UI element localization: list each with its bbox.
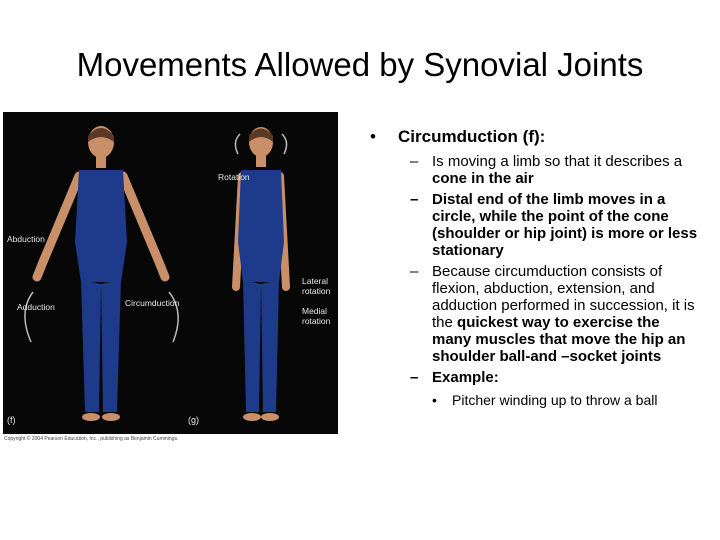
dash-marker: – xyxy=(410,153,419,170)
label-circumduction: Circumduction xyxy=(125,298,180,308)
slide-title: Movements Allowed by Synovial Joints xyxy=(76,46,644,83)
sub-bullet-distal-end xyxy=(410,191,700,259)
bullet-dot: • xyxy=(432,392,437,408)
bullet-list xyxy=(370,127,700,408)
label-medial-rotation-2: rotation xyxy=(302,316,331,326)
bullet-heading: Circumduction (f): xyxy=(398,127,546,146)
bullet-circumduction xyxy=(370,127,700,147)
sub-bullet-because xyxy=(410,263,700,365)
label-abduction: Abduction xyxy=(7,234,45,244)
label-adduction: Adduction xyxy=(17,302,55,312)
figure-rotation-photo xyxy=(184,112,338,434)
figure-circumduction-photo xyxy=(3,112,199,434)
sub-bullet-definition-bold: cone in the air xyxy=(432,170,534,187)
bullet-dot: • xyxy=(370,127,376,146)
sub-bullet-because-bold: quickest way to exercise the many muscles that move the hip an shoulder ball-and –socket joints xyxy=(432,314,686,365)
label-lateral-rotation-2: rotation xyxy=(302,286,331,296)
dash-marker: – xyxy=(410,263,419,280)
sub-bullet-definition xyxy=(410,153,700,187)
panel-letter-f: (f) xyxy=(7,415,16,425)
figure-copyright: Copyright © 2004 Pearson Education, Inc., publishing as Benjamin Cummings. xyxy=(4,436,179,442)
person-figure-g xyxy=(184,112,338,434)
sub-bullet-example-text: Example: xyxy=(432,369,499,386)
sub-sub-bullet-pitcher-text: Pitcher winding up to throw a ball xyxy=(452,392,658,408)
sub-bullet-because-text: Because circumduction consists of flexion, abduction, extension, and adduction performed in succession, it is the xyxy=(432,263,695,331)
label-medial-rotation-1: Medial xyxy=(302,306,328,316)
sub-bullet-distal-end-text: Distal end of the limb moves in a circle, while the point of the cone (shoulder or hip joint) is more or less stationary xyxy=(432,191,698,259)
person-figure-f xyxy=(3,112,199,434)
sub-sub-bullet-pitcher xyxy=(432,393,700,408)
dash-marker: – xyxy=(410,369,419,386)
sub-bullet-definition-text: Is moving a limb so that it describes a xyxy=(432,153,683,170)
label-lateral-rotation-1: Lateral xyxy=(302,276,328,286)
label-rotation: Rotation xyxy=(218,172,250,182)
dash-marker: – xyxy=(410,191,419,208)
sub-bullet-example xyxy=(410,369,700,386)
panel-letter-g: (g) xyxy=(188,415,199,425)
